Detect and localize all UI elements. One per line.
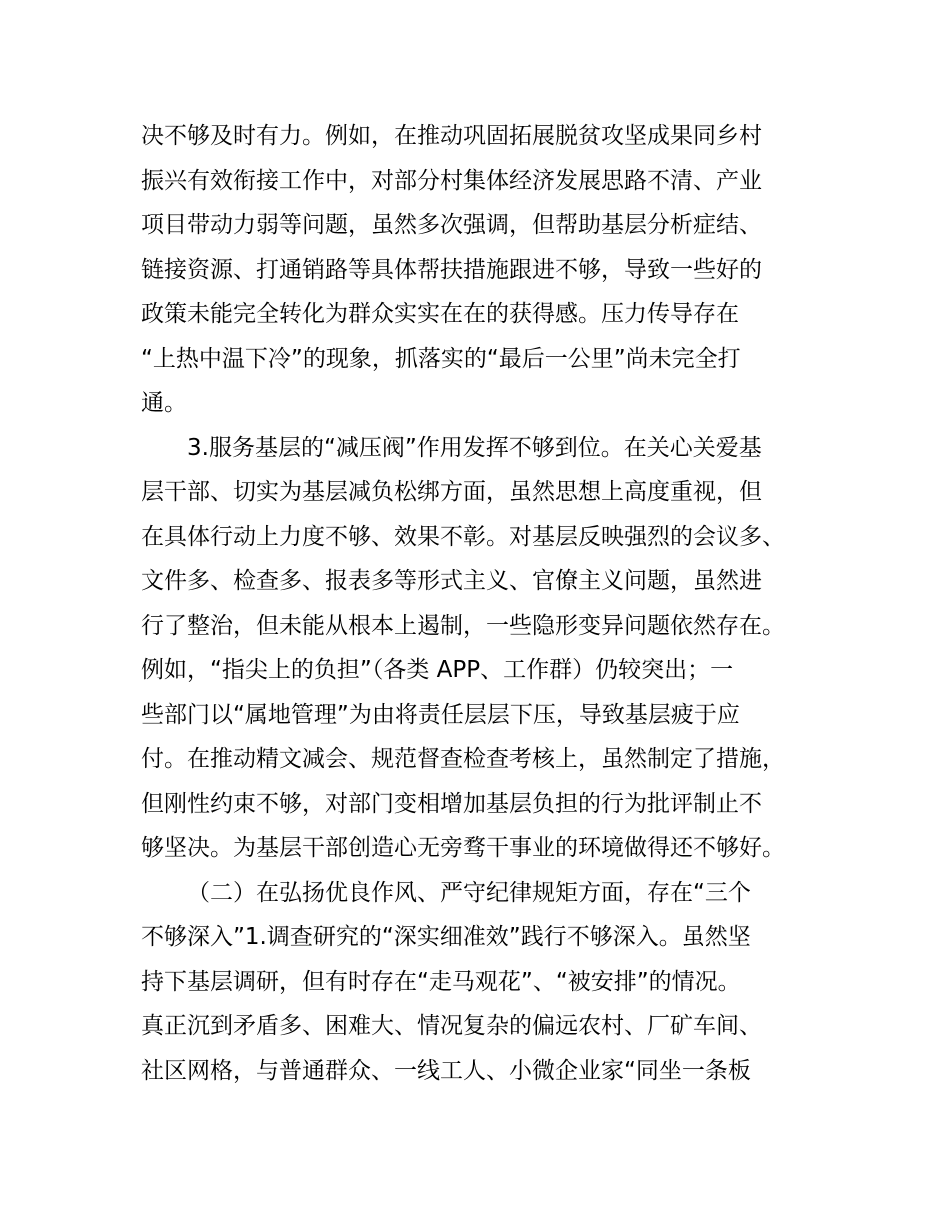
paragraph-first-line: 3.服务基层的“减压阀”作用发挥不够到位。在关心关爱基	[187, 434, 762, 461]
text-line: 社区网格，与普通群众、一线工人、小微企业家“同坐一条板	[141, 1057, 751, 1084]
text-line: 些部门以“属地管理”为由将责任层层下压，导致基层疲于应	[141, 701, 740, 728]
text-line: 在具体行动上力度不够、效果不彰。对基层反映强烈的会议多、	[141, 523, 785, 550]
text-line: 链接资源、打通销路等具体帮扶措施跟进不够，导致一些好的	[141, 256, 762, 283]
text-line: 持下基层调研，但有时存在“走马观花”、“被安排”的情况。	[141, 968, 741, 995]
text-line: 通。	[141, 390, 187, 416]
text-line: 够坚决。为基层干部创造心无旁骛干事业的环境做得还不够好。	[141, 835, 785, 861]
body-text	[141, 114, 841, 1093]
text-line: 行了整治，但未能从根本上遏制，一些隐形变异问题依然存在。	[141, 612, 785, 639]
text-line: 真正沉到矛盾多、困难大、情况复杂的偏远农村、厂矿车间、	[141, 1013, 762, 1039]
text-line: “上热中温下冷”的现象，抓落实的“最后一公里”尚未完全打	[141, 345, 741, 372]
text-line: 但刚性约束不够，对部门变相增加基层负担的行为批评制止不	[141, 790, 762, 817]
paragraph-first-line: （二）在弘扬优良作风、严守纪律规矩方面，存在“三个	[187, 879, 751, 906]
text-line: 振兴有效衔接工作中，对部分村集体经济发展思路不清、产业	[141, 167, 762, 194]
text-line: 不够深入”1.调查研究的“深实细准效”践行不够深入。虽然坚	[141, 924, 751, 950]
text-line: 决不够及时有力。例如，在推动巩固拓展脱贫攻坚成果同乡村	[141, 123, 762, 149]
text-line: 层干部、切实为基层减负松绑方面，虽然思想上高度重视，但	[141, 479, 762, 505]
text-line: 项目带动力弱等问题，虽然多次强调，但帮助基层分析症结、	[141, 212, 762, 238]
text-line: 付。在推动精文减会、规范督查检查考核上，虽然制定了措施，	[141, 746, 785, 772]
text-line: 例如，“指尖上的负担”（各类 APP、工作群）仍较突出；一	[141, 657, 734, 683]
text-line: 政策未能完全转化为群众实实在在的获得感。压力传导存在	[141, 301, 739, 327]
text-line: 文件多、检查多、报表多等形式主义、官僚主义问题，虽然进	[141, 568, 762, 594]
